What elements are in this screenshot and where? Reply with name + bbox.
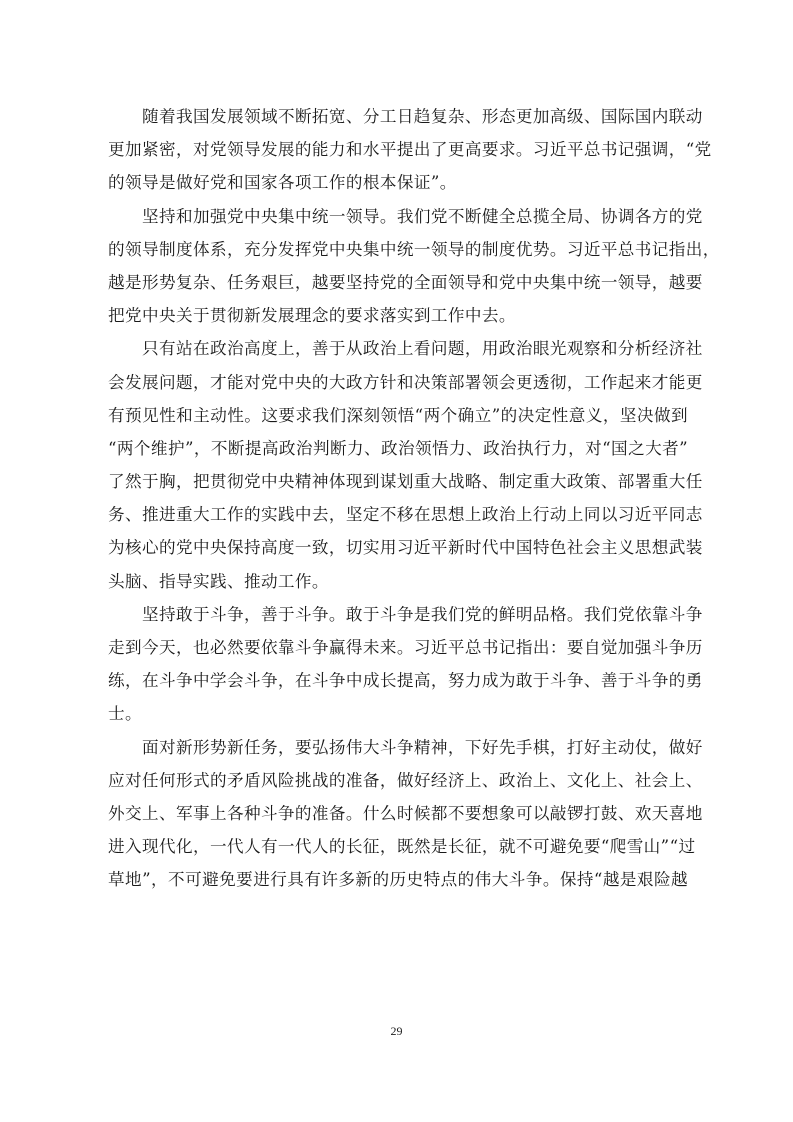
text-line: 了然于胸，把贯彻党中央精神体现到谋划重大战略、制定重大政策、部署重大任: [108, 472, 703, 492]
text-line: “两个维护”，不断提高政治判断力、政治领悟力、政治执行力，对“国之大者”: [108, 438, 688, 458]
text-line: 随着我国发展领域不断拓宽、分工日趋复杂、形态更加高级、国际国内联动: [142, 107, 703, 126]
text-line: 有预见性和主动性。这要求我们深刻领悟“两个确立”的决定性意义，坚决做到: [108, 405, 688, 425]
text-line: 把党中央关于贯彻新发展理念的要求落实到工作中去。: [108, 306, 516, 326]
text-line: 士。: [108, 704, 142, 724]
paragraph: [108, 598, 703, 731]
text-line: 进入现代化，一代人有一代人的长征，既然是长征，就不可避免要“爬雪山”“过: [108, 837, 696, 857]
text-line: 为核心的党中央保持高度一致，切实用习近平新时代中国特色社会主义思想武装: [108, 538, 703, 558]
paragraph: [108, 100, 712, 200]
paragraph: [108, 200, 720, 333]
text-line: 的领导是做好党和国家各项工作的根本保证”。: [108, 173, 457, 193]
text-line: 只有站在政治高度上，善于从政治上看问题，用政治眼光观察和分析经济社: [142, 339, 703, 359]
text-line: 坚持和加强党中央集中统一领导。我们党不断健全总揽全局、协调各方的党: [142, 206, 703, 226]
text-line: 外交上、军事上各种斗争的准备。什么时候都不要想象可以敲锣打鼓、欢天喜地: [108, 803, 703, 823]
text-line: 练，在斗争中学会斗争，在斗争中成长提高，努力成为敢于斗争、善于斗争的勇: [108, 671, 703, 691]
text-line: 越是形势复杂、任务艰巨，越要坚持党的全面领导和党中央集中统一领导，越要: [108, 272, 703, 292]
text-line: 的领导制度体系，充分发挥党中央集中统一领导的制度优势。习近平总书记指出，: [108, 239, 720, 259]
page-number: 29: [390, 1024, 403, 1038]
text-line: 应对任何形式的矛盾风险挑战的准备，做好经济上、政治上、文化上、社会上、: [108, 770, 703, 790]
text-line: 走到今天，也必然要依靠斗争赢得未来。习近平总书记指出：要自觉加强斗争历: [108, 638, 703, 657]
paragraph: [108, 332, 703, 598]
text-line: 会发展问题，才能对党中央的大政方针和决策部署领会更透彻，工作起来才能更: [108, 372, 703, 392]
text-line: 面对新形势新任务，要弘扬伟大斗争精神，下好先手棋，打好主动仗，做好: [142, 737, 703, 757]
text-line: 草地”，不可避免要进行具有许多新的历史特点的伟大斗争。保持“越是艰险越: [108, 870, 688, 890]
text-line: 头脑、指导实践、推动工作。: [108, 571, 329, 591]
text-line: 务、推进重大工作的实践中去，坚定不移在思想上政治上行动上同以习近平同志: [108, 505, 703, 525]
body-text: [108, 100, 720, 897]
paragraph: [108, 731, 703, 897]
text-line: 更加紧密，对党领导发展的能力和水平提出了更高要求。习近平总书记强调，“党: [108, 140, 712, 160]
text-line: 坚持敢于斗争，善于斗争。敢于斗争是我们党的鲜明品格。我们党依靠斗争: [142, 604, 703, 624]
